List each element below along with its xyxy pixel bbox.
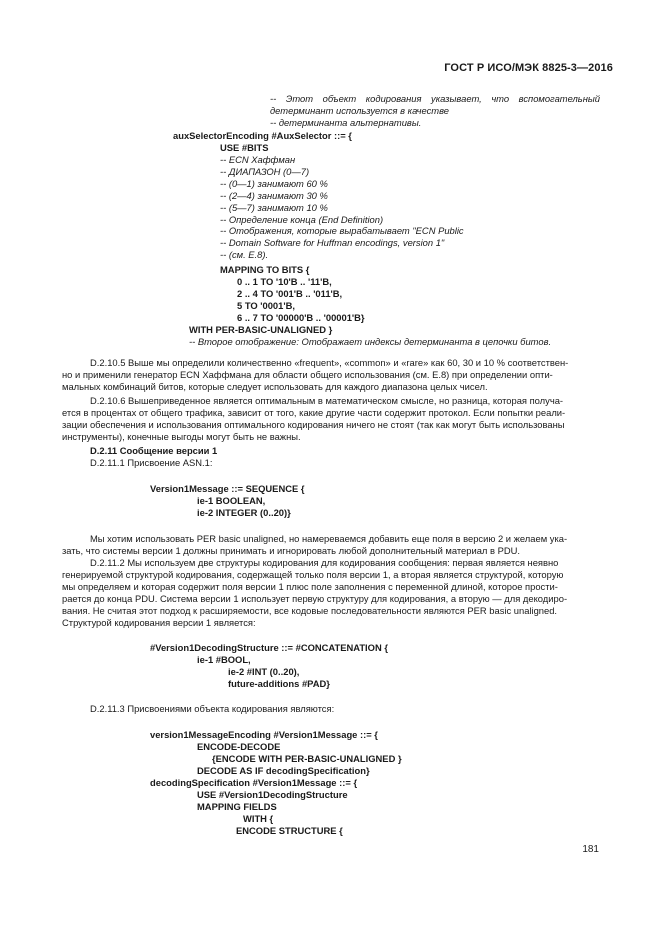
- asn1-line-3: ie-2 INTEGER (0..20)}: [197, 507, 291, 518]
- encoding-line-7: MAPPING FIELDS: [197, 801, 277, 812]
- para-line: инструменты), конечные выгоды могут быть не важны.: [62, 430, 301, 442]
- decoding-structure-line-4: future-additions #PAD}: [228, 678, 330, 689]
- aux-selector-def: auxSelectorEncoding #AuxSelector ::= {: [173, 130, 352, 141]
- determinant-comment: [270, 93, 600, 129]
- encoding-line-6: USE #Version1DecodingStructure: [197, 789, 348, 800]
- comment-line: -- (0—1) занимают 60 %: [220, 177, 328, 189]
- para-line: Структурой кодирования версии 1 является:: [62, 616, 256, 628]
- comment-line: -- (5—7) занимают 10 %: [220, 201, 328, 213]
- mapping-line: 5 TO '0001'B,: [237, 299, 295, 311]
- para-line: рается до конца PDU. Система версии 1 использует первую структуру для кодирования, а вторую — для декодиро-: [62, 592, 568, 604]
- comment-line: -- Отображения, которые вырабатывает "ECN Public: [220, 225, 464, 237]
- page-number: 181: [582, 844, 599, 855]
- comment-line: -- (см. E.8).: [220, 249, 269, 261]
- encoding-line-9: ENCODE STRUCTURE {: [236, 825, 343, 836]
- mapping-values: [237, 276, 365, 324]
- para-line: вания. Не считая этот подход к расширяемости, все кодовые последовательности являются PER basic unaligned.: [62, 604, 558, 616]
- encoding-line-3: {ENCODE WITH PER-BASIC-UNALIGNED }: [212, 753, 402, 764]
- decoding-structure-line-3: ie-2 #INT (0..20),: [228, 666, 300, 677]
- encoding-line-2: ENCODE-DECODE: [197, 741, 281, 752]
- para-line: но и применили генератор ECN Хаффмана для области общего использования (см. E.8) при определении опти-: [62, 368, 553, 380]
- comment-line: -- Определение конца (End Definition): [220, 213, 384, 225]
- paragraph-d-2-11-1: D.2.11.1 Присвоение ASN.1:: [90, 457, 213, 468]
- mapping-line: 6 .. 7 TO '00000'B .. '00001'B}: [237, 311, 365, 323]
- paragraph-d-2-11-2: [62, 557, 655, 628]
- second-mapping-comment: -- Второе отображение: Отображает индексы детерминанта в цепочки битов.: [189, 336, 552, 347]
- comment-line: -- ECN Хаффман: [220, 154, 296, 165]
- page-header: ГОСТ Р ИСО/МЭК 8825-3—2016: [444, 62, 613, 74]
- paragraph-d-2-10-6: [62, 395, 655, 443]
- comment-line: -- Этот объект кодирования указывает, что вспомогательный: [270, 93, 600, 104]
- paragraph-d-2-10-5: [62, 357, 655, 393]
- encoding-line-4: DECODE AS IF decodingSpecification}: [197, 765, 370, 776]
- comment-line: -- детерминанта альтернативы.: [270, 116, 422, 128]
- mapping-line: 2 .. 4 TO '001'B .. '011'B,: [237, 287, 343, 299]
- paragraph-d-2-11-3: D.2.11.3 Присвоениями объекта кодирования являются:: [90, 703, 335, 714]
- use-bits-line: USE #BITS: [220, 142, 269, 153]
- asn1-line-2: ie-1 BOOLEAN,: [197, 495, 266, 506]
- para-line: генерируемой структурой кодирования, содержащей только поля версии 1, а вторая является структурой, которую: [62, 568, 564, 580]
- encoding-line-5: decodingSpecification #Version1Message ::= {: [150, 777, 358, 788]
- paragraph-per-basic: [62, 533, 655, 557]
- mapping-line: 0 .. 1 TO '10'B .. '11'B,: [237, 276, 332, 287]
- with-per-line: WITH PER-BASIC-UNALIGNED }: [189, 324, 333, 335]
- para-line: ется в процентах от общего трафика, зависит от того, какие другие части содержит протокол. Если попытки реали-: [62, 406, 566, 418]
- para-line: зации обеспечения и использования оптимального кодирования ничего не стоят (так как могут быть использованы: [62, 418, 565, 430]
- section-title: D.2.11 Сообщение версии 1: [90, 445, 218, 456]
- encoding-line-8: WITH {: [243, 813, 274, 824]
- para-line: Мы хотим использовать PER basic unaligned, но намереваемся добавить еще поля в версию 2 и желаем ука-: [90, 533, 568, 544]
- decoding-structure-line-1: #Version1DecodingStructure ::= #CONCATENATION {: [150, 642, 388, 653]
- para-line: D.2.10.6 Вышеприведенное является оптимальным в математическом смысле, но разница, которая получа-: [90, 395, 564, 406]
- decoding-structure-line-2: ie-1 #BOOL,: [197, 654, 251, 665]
- para-line: D.2.11.2 Мы используем две структуры кодирования для кодирования сообщения: первая является неявно: [90, 557, 559, 568]
- comment-line: -- (2—4) занимают 30 %: [220, 189, 328, 201]
- comment-line: детерминант используется в качестве: [270, 104, 450, 116]
- comment-line: -- ДИАПАЗОН (0—7): [220, 165, 310, 177]
- comment-line: -- Domain Software for Huffman encodings, version 1": [220, 237, 445, 249]
- mapping-to-bits-line: MAPPING TO BITS {: [220, 264, 310, 275]
- para-line: мальных комбинаций битов, которые следует использовать для каждого диапазона целых чисел.: [62, 380, 488, 392]
- asn1-line-1: Version1Message ::= SEQUENCE {: [150, 483, 305, 494]
- para-line: D.2.10.5 Выше мы определили количественно «frequent», «common» и «rare» как 60, 30 и 10 % соответствен-: [90, 357, 569, 368]
- para-line: мы определяем и которая содержит поля версии 1 плюс поле заполнения с переменной длиной, которое прости-: [62, 580, 558, 592]
- encoding-line-1: version1MessageEncoding #Version1Message ::= {: [150, 729, 378, 740]
- para-line: зать, что системы версии 1 должны принимать и игнорировать любой дополнительный материал в PDU.: [62, 544, 520, 556]
- huffman-comments: [220, 154, 464, 261]
